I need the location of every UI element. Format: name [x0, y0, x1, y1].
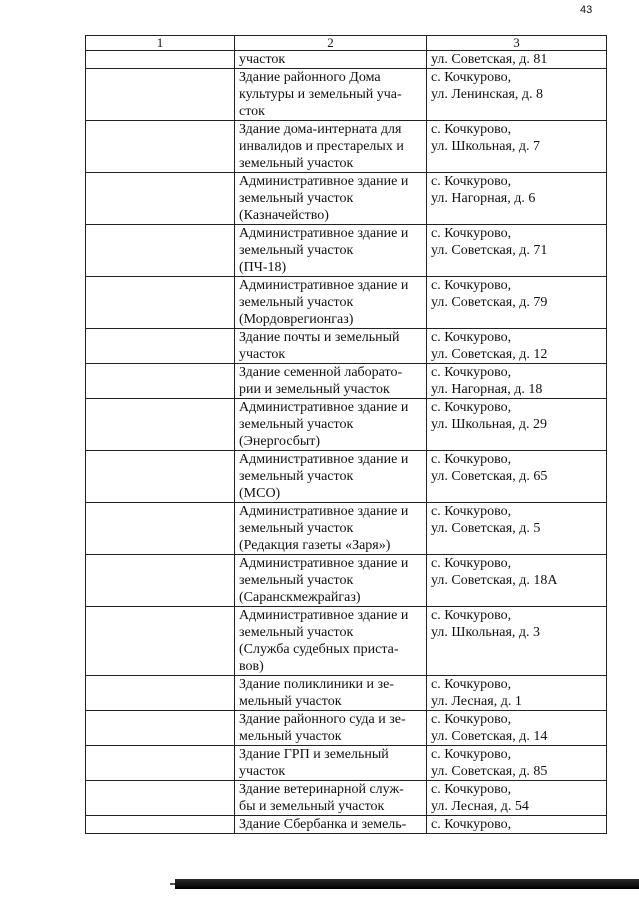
address-line: с. Кочкурово,	[431, 174, 512, 189]
object-line: Административное здание и	[239, 226, 409, 241]
cell-number	[86, 329, 235, 364]
address-line: ул. Советская, д. 14	[431, 729, 548, 744]
cell-number	[86, 225, 235, 277]
cell-object	[235, 364, 427, 399]
cell-number	[86, 69, 235, 121]
cell-address	[427, 781, 607, 816]
table-header	[86, 36, 607, 51]
object-line: земельный участок	[239, 469, 354, 484]
object-line: бы и земельный участок	[239, 799, 385, 814]
cell-address	[427, 173, 607, 225]
address-line: с. Кочкурово,	[431, 782, 512, 797]
cell-address	[427, 277, 607, 329]
object-line: участок	[239, 52, 286, 67]
cell-number	[86, 121, 235, 173]
cell-address	[427, 676, 607, 711]
object-line: земельный участок	[239, 521, 354, 536]
cell-object	[235, 816, 427, 834]
cell-object	[235, 225, 427, 277]
address-line: ул. Ленинская, д. 8	[431, 87, 544, 102]
cell-number	[86, 51, 235, 69]
object-line: земельный участок	[239, 191, 354, 206]
address-line: ул. Советская, д. 18А	[431, 573, 558, 588]
cell-address	[427, 69, 607, 121]
address-line: с. Кочкурово,	[431, 747, 512, 762]
object-line: Здание поликлиники и зе-	[239, 677, 394, 692]
table-row	[86, 225, 607, 277]
object-line: мельный участок	[239, 694, 342, 709]
cell-object	[235, 676, 427, 711]
address-line: ул. Советская, д. 81	[431, 52, 548, 67]
cell-address	[427, 451, 607, 503]
address-line: с. Кочкурово,	[431, 452, 512, 467]
cell-object	[235, 329, 427, 364]
address-line: ул. Советская, д. 12	[431, 347, 548, 362]
object-line: (ПЧ-18)	[239, 260, 287, 275]
cell-object	[235, 503, 427, 555]
object-line: вов)	[239, 659, 264, 674]
scan-artifact-bar	[175, 879, 639, 889]
cell-number	[86, 676, 235, 711]
object-line: (Энергосбыт)	[239, 434, 321, 449]
cell-object	[235, 451, 427, 503]
cell-address	[427, 121, 607, 173]
object-line: Здание ГРП и земельный	[239, 747, 389, 762]
object-line: сток	[239, 104, 265, 119]
table-row	[86, 51, 607, 69]
object-line: инвалидов и престарелых и	[239, 139, 404, 154]
table-row	[86, 69, 607, 121]
cell-number	[86, 607, 235, 676]
object-line: Здание почты и земельный	[239, 330, 400, 345]
address-line: ул. Школьная, д. 29	[431, 417, 548, 432]
object-line: мельный участок	[239, 729, 342, 744]
address-line: с. Кочкурово,	[431, 278, 512, 293]
address-line: с. Кочкурово,	[431, 817, 512, 832]
address-line: ул. Советская, д. 79	[431, 295, 548, 310]
table-row	[86, 676, 607, 711]
table-row	[86, 121, 607, 173]
cell-number	[86, 277, 235, 329]
table-row	[86, 607, 607, 676]
address-line: с. Кочкурово,	[431, 504, 512, 519]
cell-address	[427, 51, 607, 69]
address-line: ул. Советская, д. 71	[431, 243, 548, 258]
cell-address	[427, 225, 607, 277]
object-line: земельный участок	[239, 573, 354, 588]
cell-number	[86, 503, 235, 555]
address-line: ул. Школьная, д. 3	[431, 625, 541, 640]
cell-number	[86, 399, 235, 451]
address-line: с. Кочкурово,	[431, 608, 512, 623]
table-row	[86, 503, 607, 555]
object-line: Здание дома-интерната для	[239, 122, 402, 137]
address-line: ул. Нагорная, д. 18	[431, 382, 543, 397]
table-row	[86, 746, 607, 781]
object-line: (МСО)	[239, 486, 281, 501]
object-line: земельный участок	[239, 243, 354, 258]
address-line: с. Кочкурово,	[431, 712, 512, 727]
cell-object	[235, 746, 427, 781]
table-row	[86, 816, 607, 834]
cell-object	[235, 607, 427, 676]
object-line: (Редакция газеты «Заря»)	[239, 538, 391, 553]
cell-object	[235, 277, 427, 329]
cell-object	[235, 69, 427, 121]
address-line: ул. Школьная, д. 7	[431, 139, 541, 154]
cell-address	[427, 555, 607, 607]
object-line: земельный участок	[239, 625, 354, 640]
object-line: Административное здание и	[239, 278, 409, 293]
cell-object	[235, 555, 427, 607]
object-line: Административное здание и	[239, 174, 409, 189]
cell-number	[86, 746, 235, 781]
cell-address	[427, 607, 607, 676]
object-line: культуры и земельный уча-	[239, 87, 402, 102]
cell-address	[427, 746, 607, 781]
cell-object	[235, 51, 427, 69]
table-row	[86, 399, 607, 451]
cell-address	[427, 711, 607, 746]
table-row	[86, 711, 607, 746]
address-line: ул. Нагорная, д. 6	[431, 191, 536, 206]
cell-object	[235, 173, 427, 225]
cell-address	[427, 399, 607, 451]
object-line: Административное здание и	[239, 556, 409, 571]
object-line: Административное здание и	[239, 504, 409, 519]
cell-object	[235, 781, 427, 816]
address-line: с. Кочкурово,	[431, 556, 512, 571]
object-line: участок	[239, 347, 286, 362]
header-col-3: 3	[427, 36, 607, 51]
cell-address	[427, 364, 607, 399]
object-line: рии и земельный участок	[239, 382, 390, 397]
address-line: ул. Советская, д. 5	[431, 521, 541, 536]
object-line: (Саранскмежрайгаз)	[239, 590, 361, 605]
object-line: Здание Сбербанка и земель-	[239, 817, 407, 832]
address-line: ул. Советская, д. 85	[431, 764, 548, 779]
cell-number	[86, 555, 235, 607]
cell-object	[235, 121, 427, 173]
table-row	[86, 364, 607, 399]
object-line: (Казначейство)	[239, 208, 329, 223]
object-line: Здание семенной лаборато-	[239, 365, 403, 380]
address-line: с. Кочкурово,	[431, 330, 512, 345]
address-line: ул. Лесная, д. 54	[431, 799, 529, 814]
object-line: участок	[239, 764, 286, 779]
header-col-1: 1	[86, 36, 235, 51]
object-line: земельный участок	[239, 156, 354, 171]
cell-object	[235, 711, 427, 746]
object-line: земельный участок	[239, 417, 354, 432]
cell-address	[427, 816, 607, 834]
address-line: ул. Советская, д. 65	[431, 469, 548, 484]
object-line: Здание ветеринарной служ-	[239, 782, 404, 797]
table-row	[86, 329, 607, 364]
page-number: 43	[580, 4, 593, 16]
table-row	[86, 277, 607, 329]
address-line: с. Кочкурово,	[431, 70, 512, 85]
address-line: с. Кочкурово,	[431, 226, 512, 241]
address-line: с. Кочкурово,	[431, 677, 512, 692]
object-line: Здание районного Дома	[239, 70, 381, 85]
cell-object	[235, 399, 427, 451]
object-line: Административное здание и	[239, 608, 409, 623]
cell-number	[86, 781, 235, 816]
address-line: с. Кочкурово,	[431, 365, 512, 380]
cell-number	[86, 816, 235, 834]
object-line: Административное здание и	[239, 452, 409, 467]
table-row	[86, 173, 607, 225]
table-row	[86, 451, 607, 503]
table-body	[86, 51, 607, 834]
address-line: с. Кочкурово,	[431, 400, 512, 415]
object-line: Административное здание и	[239, 400, 409, 415]
table-row	[86, 781, 607, 816]
object-line: земельный участок	[239, 295, 354, 310]
address-line: ул. Лесная, д. 1	[431, 694, 522, 709]
address-line: с. Кочкурово,	[431, 122, 512, 137]
cell-number	[86, 173, 235, 225]
object-line: Здание районного суда и зе-	[239, 712, 406, 727]
object-line: (Мордоврегионгаз)	[239, 312, 354, 327]
header-col-2: 2	[235, 36, 427, 51]
object-line: (Служба судебных приста-	[239, 642, 399, 657]
cell-number	[86, 364, 235, 399]
cell-address	[427, 503, 607, 555]
cell-number	[86, 711, 235, 746]
property-table	[85, 35, 607, 834]
cell-number	[86, 451, 235, 503]
table-row	[86, 555, 607, 607]
cell-address	[427, 329, 607, 364]
